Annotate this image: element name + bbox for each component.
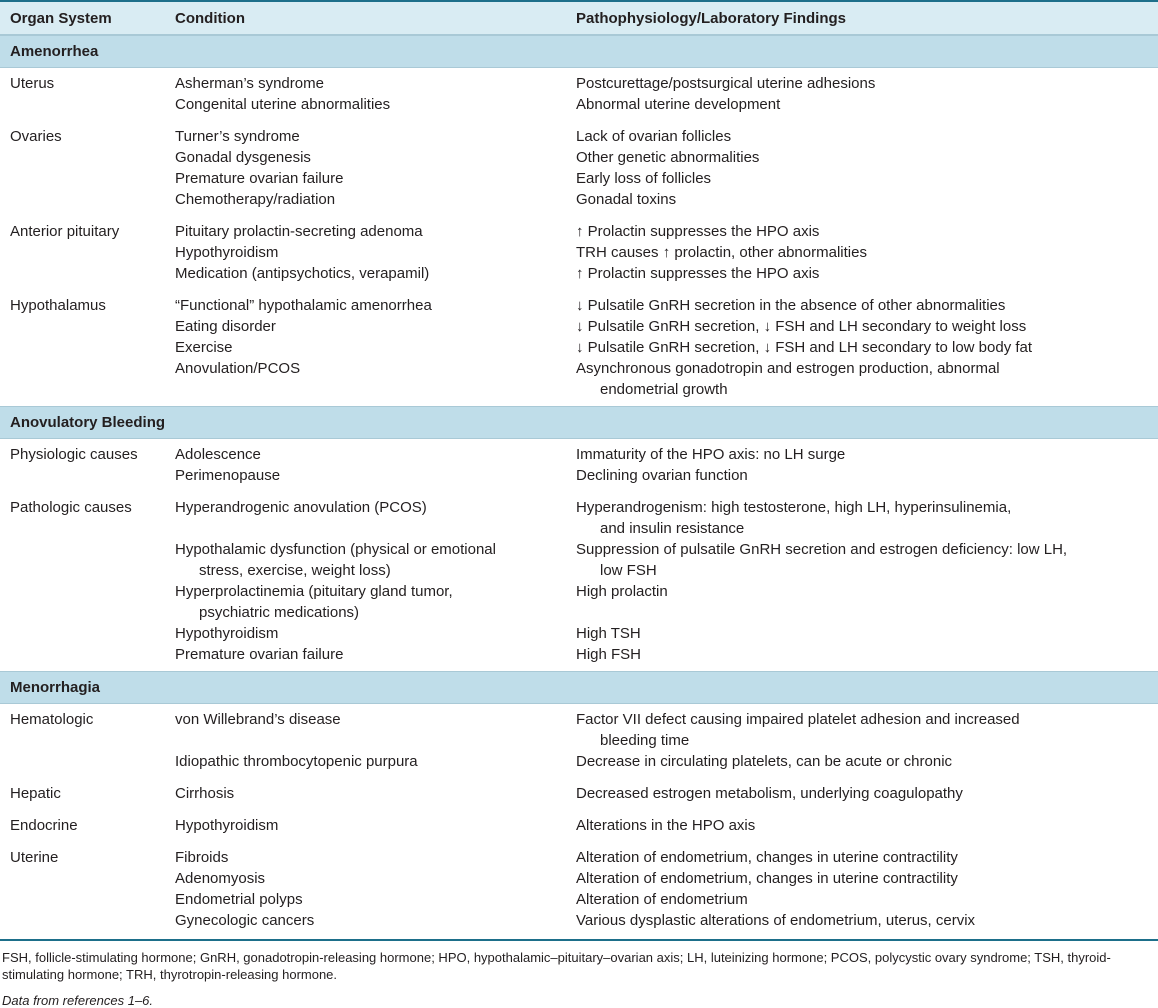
condition-line: Premature ovarian failure [175, 170, 344, 187]
finding-line: low FSH [600, 562, 657, 579]
condition-line: Pituitary prolactin-secreting adenoma [175, 223, 423, 240]
condition-line: Hypothyroidism [175, 625, 279, 642]
condition-line: Asherman’s syndrome [175, 75, 324, 92]
finding-line: Asynchronous gonadotropin and estrogen production, abnormal [576, 360, 1000, 377]
table-row [0, 778, 1158, 810]
condition-line: Hyperprolactinemia (pituitary gland tumor, [175, 583, 453, 600]
condition-line: Gonadal dysgenesis [175, 149, 311, 166]
finding-line: Various dysplastic alterations of endometrium, uterus, cervix [576, 912, 976, 929]
condition-line: Medication (antipsychotics, verapamil) [175, 265, 430, 282]
organ-system-text: Ovaries [10, 128, 62, 145]
condition-line: von Willebrand’s disease [175, 711, 341, 728]
finding-line: High prolactin [576, 583, 668, 600]
organ-system-text: Physiologic causes [10, 446, 138, 463]
organ-system-cell [0, 847, 175, 931]
finding-line: Factor VII defect causing impaired platelet adhesion and increased [576, 711, 1020, 728]
finding-line: Suppression of pulsatile GnRH secretion and estrogen deficiency: low LH, [576, 541, 1068, 558]
finding-line: and insulin resistance [600, 520, 745, 537]
organ-system-text: Uterine [10, 849, 59, 866]
condition-line: psychiatric medications) [199, 604, 360, 621]
condition-line [175, 518, 576, 539]
table-row [0, 439, 1158, 492]
footnote: FSH, follicle-stimulating hormone; GnRH, gonadotropin-releasing hormone; HPO, hypothalamic–pituitary–ovarian axis; LH, luteinizing hormone; PCOS, polycystic ovary syndrome; TSH, thyroid-stimulating hormone; TRH, thyrotropin-releasing hormone. [2, 950, 1111, 982]
section-header: Anovulatory Bleeding [0, 406, 1158, 439]
table-row [0, 810, 1158, 842]
finding-cell [576, 126, 1158, 210]
condition-cell [175, 73, 576, 115]
organ-system-text: Anterior pituitary [10, 223, 120, 240]
condition-line: Turner’s syndrome [175, 128, 300, 145]
condition-line: Premature ovarian failure [175, 646, 344, 663]
table-row [0, 492, 1158, 671]
finding-cell [576, 709, 1158, 772]
condition-line: Congenital uterine abnormalities [175, 96, 391, 113]
organ-system-text: Hepatic [10, 785, 61, 802]
table-row [0, 704, 1158, 778]
finding-line: High FSH [576, 646, 642, 663]
finding-line: Alteration of endometrium, changes in uterine contractility [576, 870, 958, 887]
condition-cell [175, 815, 576, 836]
condition-cell [175, 444, 576, 486]
source-note: Data from references 1–6. [2, 993, 154, 1008]
organ-system-cell [0, 444, 175, 486]
finding-cell [576, 783, 1158, 804]
finding-line: High TSH [576, 625, 641, 642]
section-header: Menorrhagia [0, 671, 1158, 704]
finding-cell [576, 444, 1158, 486]
condition-cell [175, 783, 576, 804]
organ-system-text: Hematologic [10, 711, 94, 728]
table-row [0, 68, 1158, 121]
table-row [0, 216, 1158, 290]
finding-line: Declining ovarian function [576, 467, 748, 484]
finding-line: Gonadal toxins [576, 191, 677, 208]
table-body [0, 35, 1158, 937]
finding-line: ↓ Pulsatile GnRH secretion, ↓ FSH and LH secondary to weight loss [576, 318, 1027, 335]
finding-line: ↓ Pulsatile GnRH secretion in the absence of other abnormalities [576, 297, 1006, 314]
condition-line: Endometrial polyps [175, 891, 303, 908]
header-condition: Condition [175, 9, 245, 27]
condition-line: Fibroids [175, 849, 229, 866]
condition-line: stress, exercise, weight loss) [199, 562, 391, 579]
condition-cell [175, 295, 576, 400]
organ-system-cell [0, 126, 175, 210]
condition-line: Idiopathic thrombocytopenic purpura [175, 753, 418, 770]
finding-line: Decrease in circulating platelets, can be acute or chronic [576, 753, 953, 770]
section-header: Amenorrhea [0, 35, 1158, 68]
finding-cell [576, 847, 1158, 931]
finding-line: Other genetic abnormalities [576, 149, 760, 166]
condition-line: Chemotherapy/radiation [175, 191, 336, 208]
finding-line: ↑ Prolactin suppresses the HPO axis [576, 265, 820, 282]
finding-cell [576, 497, 1158, 665]
condition-line: Eating disorder [175, 318, 276, 335]
finding-cell [576, 815, 1158, 836]
table-header [0, 2, 1158, 35]
header-organ-system: Organ System [10, 9, 112, 27]
condition-cell [175, 847, 576, 931]
finding-line: Lack of ovarian follicles [576, 128, 732, 145]
condition-line: Anovulation/PCOS [175, 360, 301, 377]
finding-line: endometrial growth [600, 381, 728, 398]
organ-system-cell [0, 709, 175, 772]
table-row [0, 842, 1158, 937]
finding-line: Early loss of follicles [576, 170, 712, 187]
condition-line [175, 730, 576, 751]
condition-line: Cirrhosis [175, 785, 235, 802]
table-row [0, 290, 1158, 406]
finding-cell [576, 221, 1158, 284]
finding-line [576, 602, 1150, 623]
condition-line: “Functional” hypothalamic amenorrhea [175, 297, 432, 314]
finding-line: bleeding time [600, 732, 690, 749]
organ-system-cell [0, 295, 175, 400]
organ-system-text: Pathologic causes [10, 499, 132, 516]
finding-line: Alteration of endometrium [576, 891, 748, 908]
finding-line: Decreased estrogen metabolism, underlying coagulopathy [576, 785, 963, 802]
organ-system-cell [0, 73, 175, 115]
table-row [0, 121, 1158, 216]
condition-line: Hypothyroidism [175, 244, 279, 261]
finding-cell [576, 73, 1158, 115]
condition-line: Gynecologic cancers [175, 912, 315, 929]
finding-line: ↑ Prolactin suppresses the HPO axis [576, 223, 820, 240]
finding-line: Immaturity of the HPO axis: no LH surge [576, 446, 846, 463]
condition-line: Hyperandrogenic anovulation (PCOS) [175, 499, 427, 516]
condition-line: Hypothyroidism [175, 817, 279, 834]
condition-line: Adolescence [175, 446, 261, 463]
organ-system-text: Endocrine [10, 817, 78, 834]
organ-system-text: Uterus [10, 75, 55, 92]
condition-cell [175, 126, 576, 210]
condition-line: Hypothalamic dysfunction (physical or emotional [175, 541, 496, 558]
header-findings: Pathophysiology/Laboratory Findings [576, 9, 847, 27]
condition-cell [175, 497, 576, 665]
condition-cell [175, 709, 576, 772]
condition-line: Exercise [175, 339, 233, 356]
organ-system-cell [0, 783, 175, 804]
finding-line: Hyperandrogenism: high testosterone, high LH, hyperinsulinemia, [576, 499, 1012, 516]
finding-cell [576, 295, 1158, 400]
organ-system-cell [0, 221, 175, 284]
finding-line: Abnormal uterine development [576, 96, 781, 113]
finding-line: Alteration of endometrium, changes in uterine contractility [576, 849, 958, 866]
finding-line: Postcurettage/postsurgical uterine adhesions [576, 75, 876, 92]
organ-system-cell [0, 815, 175, 836]
organ-system-cell [0, 497, 175, 665]
condition-line: Adenomyosis [175, 870, 266, 887]
finding-line: ↓ Pulsatile GnRH secretion, ↓ FSH and LH secondary to low body fat [576, 339, 1033, 356]
finding-line: Alterations in the HPO axis [576, 817, 756, 834]
organ-system-text: Hypothalamus [10, 297, 106, 314]
condition-cell [175, 221, 576, 284]
finding-line: TRH causes ↑ prolactin, other abnormalities [576, 244, 867, 261]
condition-line: Perimenopause [175, 467, 281, 484]
